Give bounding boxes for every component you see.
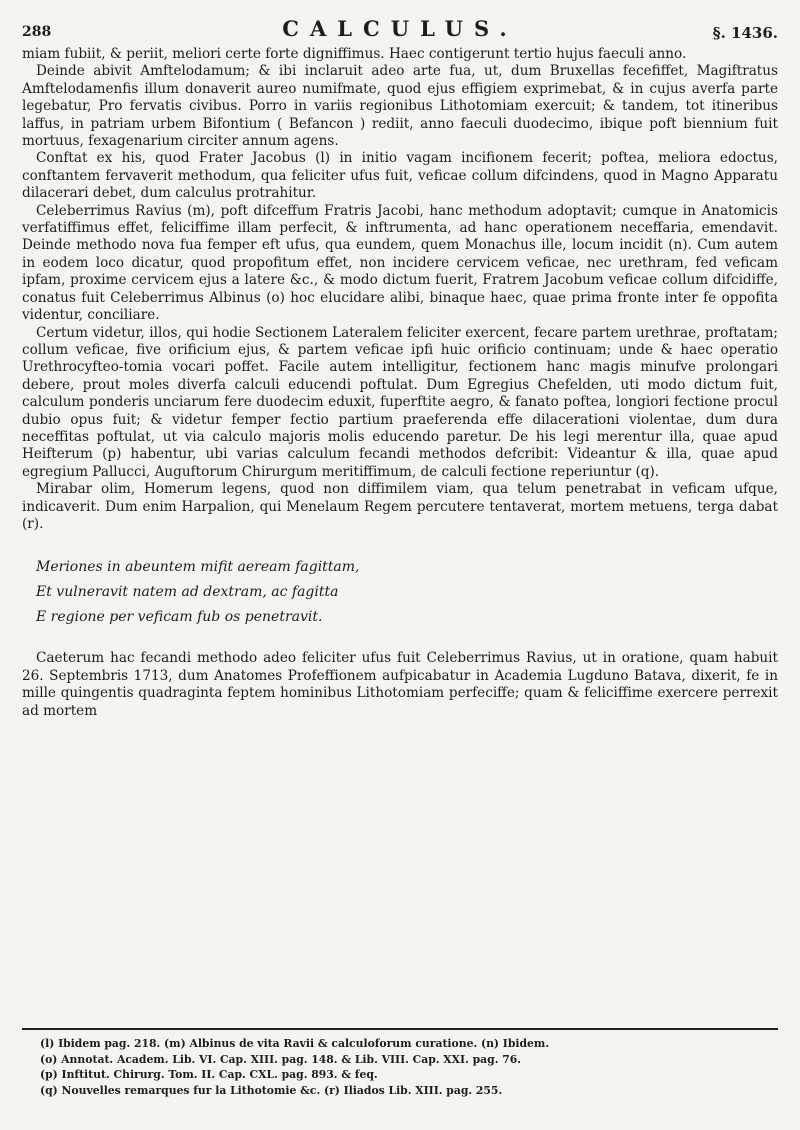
paragraph: Conftat ex his, quod Frater Jacobus (l) in initio vagam incifionem fecerit; poftea, meliora edoctus, conftantem fervaverit methodum, qua feliciter ufus fuit, veficae collum difcindens, quod in Magno Apparatu dilacerari debet, dum calculus protrahitur. xyxy=(22,150,778,202)
footnote-divider xyxy=(22,1028,778,1030)
running-title: CALCULUS. xyxy=(282,16,518,41)
footnote-line: (p) Inftitut. Chirurg. Tom. II. Cap. CXL. pag. 893. & feq. xyxy=(40,1068,378,1082)
page-number: 288 xyxy=(22,24,52,40)
paragraph: Mirabar olim, Homerum legens, quod non diffimilem viam, qua telum penetrabat in veficam ufque, indicaverit. Dum enim Harpalion, qui Menelaum Regem percutere tentaverat, mortem metuens, terga dabat (r). xyxy=(22,481,778,532)
footnote-line: (o) Annotat. Academ. Lib. VI. Cap. XIII. pag. 148. & Lib. VIII. Cap. XXI. pag. 76. xyxy=(40,1052,522,1066)
verse-line: Et vulneravit natem ad dextram, ac fagitta xyxy=(36,584,339,601)
main-text xyxy=(22,46,778,720)
paragraph: Certum videtur, illos, qui hodie Sectionem Lateralem feliciter exercent, fecare partem urethrae, proftatam; collum veficae, five orificium ejus, & partem veficae ipfi huic orificio continuam; unde & haec operatio Urethrocyfteo-tomia vocari poffet. Facile autem intelligitur, fectionem hanc magis minufve prolongari debere, prout moles diverfa calculi educendi poftulat. Dum Egregius Chefelden, uti modo dictum fuit, calculum ponderis unciarum fere duodecim eduxit, fuperftite aegro, & fanato poftea, longiori fectione procul dubio opus fuit; & videtur femper fectio partium praeferenda effe dilacerationi violentae, dum dura neceffitas poftulat, ut via calculo majoris molis educendo paretur. De his legi merentur illa, quae apud Heifterum (p) habentur, ubi varias calculum fecandi methodos defcribit: Videantur & illa, quae apud egregium Pallucci, Auguftorum Chirurgum meritiffimum, de calculi fectione reperiuntur (q). xyxy=(22,324,778,480)
page-header xyxy=(22,16,778,42)
paragraph: miam fubiit, & periit, meliori certe forte digniffimus. Haec contigerunt tertio hujus faeculi anno. xyxy=(22,46,687,62)
footnote-line: (l) Ibidem pag. 218. (m) Albinus de vita Ravii & calculoforum curatione. (n) Ibidem. xyxy=(40,1037,550,1050)
paragraph: Celeberrimus Ravius (m), poft difceffum Fratris Jacobi, hanc methodum adoptavit; cumque in Anatomicis verfatiffimus effet, feliciffime illam perfecit, & inftrumenta, ad hanc operationem neceffaria, emendavit. Deinde methodo nova fua femper eft ufus, qua eundem, quem Monachus ille, locum incidit (n). Cum autem in eodem loco dicatur, quod propofitum effet, non incidere cervicem veficae, nec urethram, fed veficam ipfam, proxime cervicem ejus a latere &c., & modo dictum fuerit, Fratrem Jacobum veficae collum difcidiffe, conatus fuit Celeberrimus Albinus (o) hoc elucidare alibi, binaque haec, quae prima fronte inter fe oppofita videntur, conciliare. xyxy=(22,202,778,324)
verse-line: E regione per veficam fub os penetravit. xyxy=(36,609,323,626)
paragraph: Deinde abivit Amftelodamum; & ibi inclaruit adeo arte fua, ut, dum Bruxellas fecefiffet, Magiftratus Amftelodamenfis illum donaverit aureo numifmate, quod ejus effigiem exprimebat, & in cujus averfa parte legebatur, Pro fervatis civibus. Porro in variis regionibus Lithotomiam exercuit; & tandem, tot itineribus laffus, in patriam urbem Bifontium ( Befancon ) rediit, anno faeculi duodecimo, ibique poft biennium fuit mortuus, fexagenarium circiter annum agens. xyxy=(22,63,778,150)
paragraph: Caeterum hac fecandi methodo adeo feliciter ufus fuit Celeberrimus Ravius, ut in oratione, quam habuit 26. Septembris 1713, dum Anatomes Profeffionem aufpicabatur in Academia Lugduno Batava, dixerit, fe in mille quingentis quadraginta feptem hominibus Lithotomiam perfeciffe; quam & feliciffime exercere perrexit ad mortem xyxy=(22,650,778,719)
footnotes xyxy=(40,1036,778,1098)
verse-line: Meriones in abeuntem mifit aeream fagittam, xyxy=(36,559,360,576)
section-number: §. 1436. xyxy=(712,24,778,42)
verse-quotation xyxy=(36,555,778,630)
footnote-line: (q) Nouvelles remarques fur la Lithotomie &c. (r) Iliados Lib. XIII. pag. 255. xyxy=(40,1083,503,1097)
